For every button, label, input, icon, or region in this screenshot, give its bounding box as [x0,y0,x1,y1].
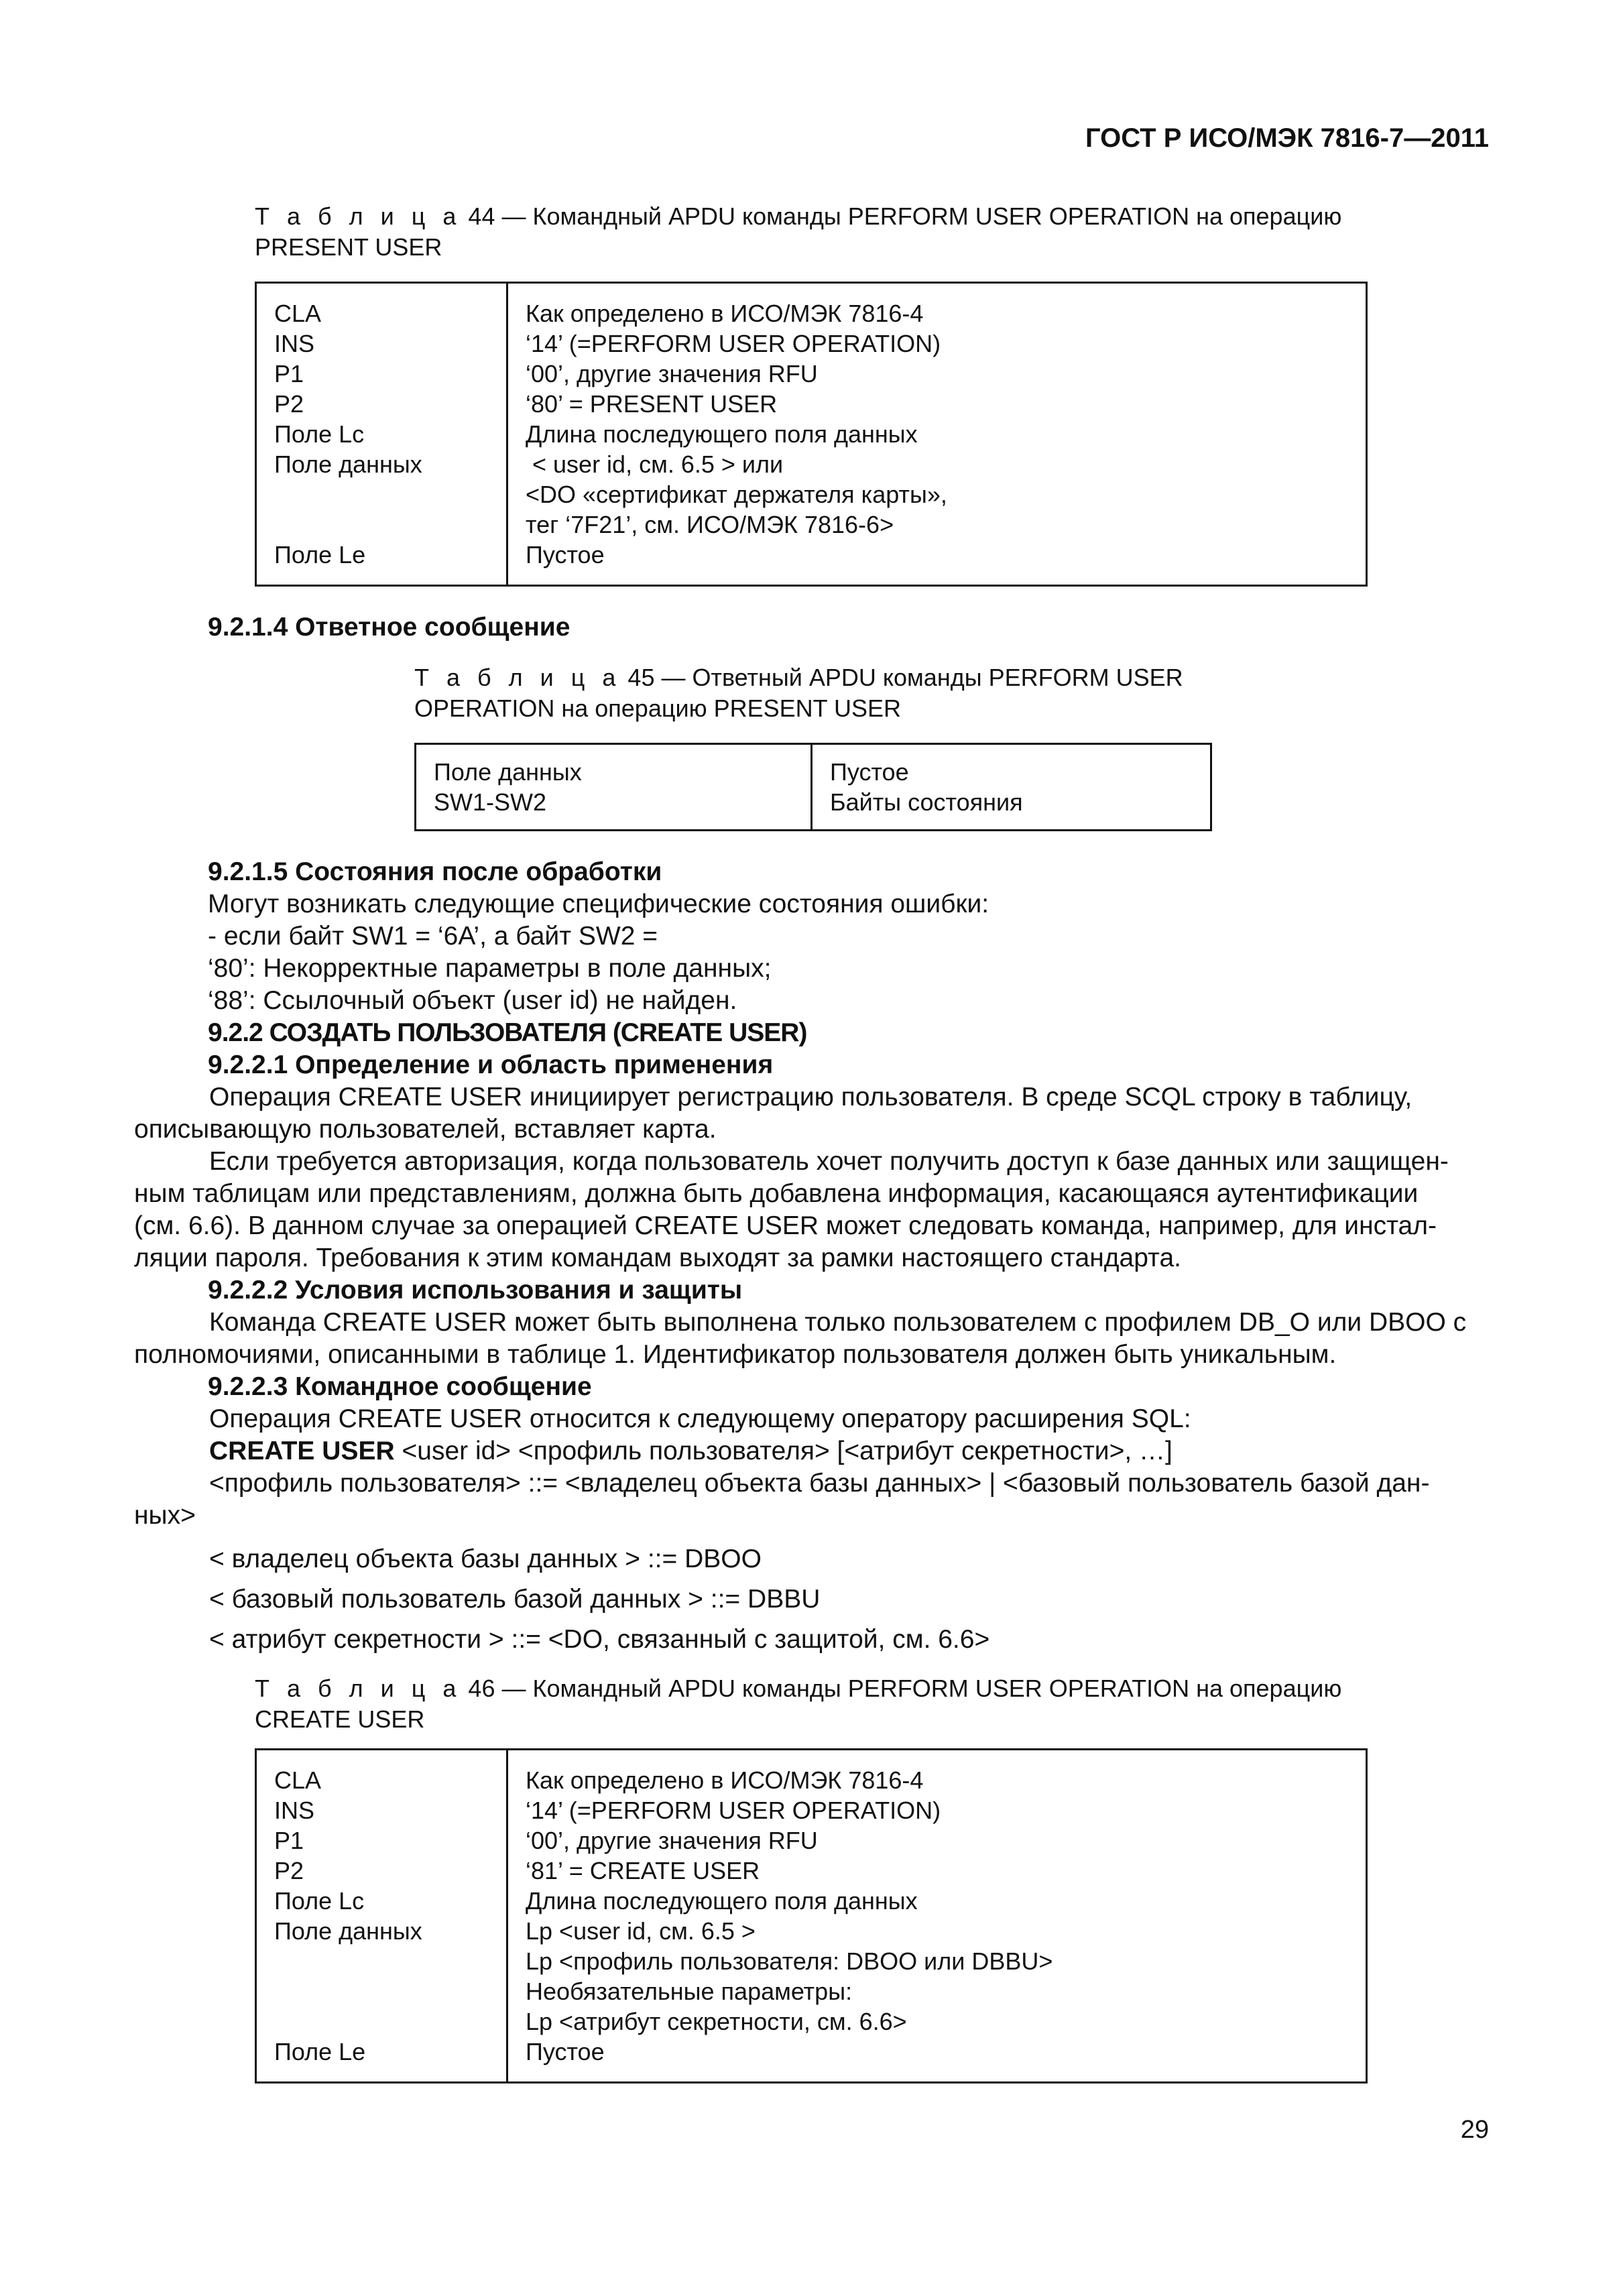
table45-caption-word: Т а б л и ц а [414,664,621,691]
table45 [414,743,1212,831]
table46-field-column [256,1750,507,2083]
table46 [255,1748,1368,2083]
table45-field: SW1-SW2 [434,788,547,816]
section-9214-heading: 9.2.1.4 Ответное сообщение [208,613,570,642]
section-9223-heading: 9.2.2.3 Командное сообщение [208,1372,592,1401]
table44-value: ‘00’, другие значения RFU [526,360,818,387]
section-9221-heading: 9.2.2.1 Определение и область применения [208,1050,774,1079]
table46-value-column [507,1750,1367,2083]
table46-caption-line1 [255,1673,1368,1704]
sql-intro: Операция CREATE USER относится к следующему оператору расширения SQL: [209,1404,1191,1433]
table45-value: Байты состояния [830,788,1023,816]
section-9222-text [134,1307,1495,1371]
table46-value: Lp <профиль пользователя: DBOO или DBBU> [526,1947,1053,1975]
table44-field: Поле Le [274,541,366,568]
para2-line1: Если требуется авторизация, когда пользователь хочет получить доступ к базе данных или защищен- [209,1147,1449,1176]
table45-caption [414,662,1212,724]
table-row [256,283,1367,586]
table46-field: Поле Lc [274,1887,365,1915]
table44-value: <DO «сертификат держателя карты», [526,481,947,508]
table45-value-column [812,744,1211,831]
error-sw1-line: - если байт SW1 = ‘6A’, а байт SW2 = [208,922,658,951]
table46-field: INS [274,1797,315,1824]
section-9215-heading: 9.2.1.5 Состояния после обработки [208,857,662,886]
page-number: 29 [1460,2116,1489,2144]
table44-caption-word: Т а б л и ц а [255,202,462,230]
table44-field: P1 [274,360,304,387]
table44-field-column [256,283,507,586]
sql-syntax-rest: <user id> <профиль пользователя> [<атрибут секретности>, …] [394,1437,1173,1465]
table46-field: Поле данных [274,1917,422,1945]
para1-line2: описывающую пользователей, вставляет карта. [134,1115,717,1144]
table46-value: Lp <user id, см. 6.5 > [526,1917,756,1945]
table46-field [274,1946,489,1976]
table46-field: P1 [274,1827,304,1854]
section-9215-text [208,888,1482,1017]
table44-value: ‘80’ = PRESENT USER [526,390,778,418]
table45-caption-line2: OPERATION на операцию PRESENT USER [414,694,901,722]
table46-value: ‘14’ (=PERFORM USER OPERATION) [526,1797,941,1824]
table44-field: INS [274,330,315,357]
table44-field: P2 [274,390,304,418]
para2-line3: (см. 6.6). В данном случае за операцией CREATE USER может следовать команда, например, для инстал- [134,1211,1437,1240]
sql-keyword: CREATE USER [209,1437,395,1465]
table45-field-column [416,744,812,831]
table44-caption-line2: PRESENT USER [255,233,442,261]
table44-caption [255,201,1368,263]
para2-line2: ным таблицам или представлениям, должна быть добавлена информация, касающаяся аутентификации [134,1179,1419,1208]
section-9222-line2: полномочиями, описанными в таблице 1. Идентификатор пользователя должен быть уникальным. [134,1340,1337,1369]
table46-field [274,1976,489,2006]
error-80-line: ‘80’: Некорректные параметры в поле данных; [208,954,772,983]
table46-field: Поле Le [274,2038,366,2065]
table46-field: CLA [274,1766,322,1794]
table46-field: P2 [274,1857,304,1884]
table46-value: Необязательные параметры: [526,1978,853,2005]
table-row [256,1750,1367,2083]
table46-value: Lp <атрибут секретности, см. 6.6> [526,2008,907,2035]
secret-attribute-definition: < атрибут секретности > ::= <DO, связанный с защитой, см. 6.6> [209,1625,990,1654]
para2-line4: ляции пароля. Требования к этим командам выходят за рамки настоящего стандарта. [134,1244,1181,1272]
error-intro-line: Могут возникать следующие специфические состояния ошибки: [208,890,989,918]
table46-caption-word: Т а б л и ц а [255,1675,462,1702]
basic-user-definition: < базовый пользователь базой данных > ::= DBBU [209,1585,821,1614]
section-922-heading: 9.2.2 СОЗДАТЬ ПОЛЬЗОВАТЕЛЯ (CREATE USER) [208,1018,807,1047]
table44-value: Длина последующего поля данных [526,420,918,448]
table44-value: тег ‘7F21’, см. ИСО/МЭК 7816-6> [526,511,894,538]
table44-value: < user id, см. 6.5 > или [526,450,784,478]
table46-field [274,2006,489,2037]
table46-caption-line2: CREATE USER [255,1705,425,1733]
table46-caption [255,1673,1368,1735]
standard-header: ГОСТ Р ИСО/МЭК 7816-7—2011 [1085,123,1489,153]
para1-line1: Операция CREATE USER инициирует регистрацию пользователя. В среде SCQL строку в таблицу, [209,1083,1412,1111]
table44-value: Пустое [526,541,605,568]
table44-field: Поле данных [274,450,422,478]
table46-caption-rest: 46 — Командный APDU команды PERFORM USER OPERATION на операцию [468,1675,1342,1702]
sql-syntax [134,1435,1495,1467]
section-9223-text [134,1403,1495,1532]
section-9222-line1: Команда CREATE USER может быть выполнена только пользователем с профилем DB_O или DBOO с [209,1308,1467,1337]
table44-caption-line1 [255,201,1368,232]
table46-value: ‘81’ = CREATE USER [526,1857,760,1884]
profile-line1: <профиль пользователя> ::= <владелец объекта базы данных> | <базовый пользователь базой дан- [209,1469,1430,1498]
table46-value: Как определено в ИСО/МЭК 7816-4 [526,1766,924,1794]
table44-field [274,509,489,540]
table-row [416,744,1211,831]
table44 [255,282,1368,587]
table44-value: Как определено в ИСО/МЭК 7816-4 [526,300,924,327]
section-9221-text [134,1081,1495,1274]
table44-field: CLA [274,300,322,327]
section-9222-heading: 9.2.2.2 Условия использования и защиты [208,1276,743,1305]
table44-field [274,479,489,509]
table46-value: Пустое [526,2038,605,2065]
table45-caption-rest: 45 — Ответный APDU команды PERFORM USER [627,664,1183,691]
error-88-line: ‘88’: Ссылочный объект (user id) не найден. [208,986,737,1015]
table44-caption-rest: 44 — Командный APDU команды PERFORM USER OPERATION на операцию [468,202,1342,230]
table44-value: ‘14’ (=PERFORM USER OPERATION) [526,330,941,357]
table46-value: ‘00’, другие значения RFU [526,1827,818,1854]
table44-field: Поле Lc [274,420,365,448]
table44-value-column [507,283,1367,586]
profile-line2: ных> [134,1501,196,1530]
table45-caption-line1 [414,662,1212,693]
table45-field: Поле данных [434,758,582,786]
table46-value: Длина последующего поля данных [526,1887,918,1915]
table45-value: Пустое [830,758,909,786]
owner-definition: < владелец объекта базы данных > ::= DBOO [209,1545,762,1573]
